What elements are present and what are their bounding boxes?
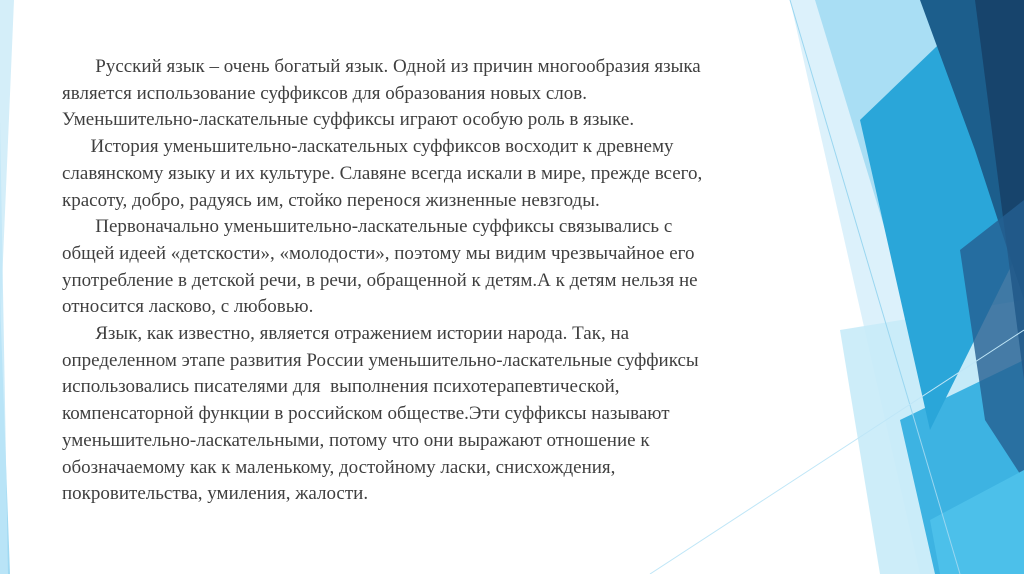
paragraph-3: Первоначально уменьшительно-ласкательные суффиксы связывались с общей идеей «детскости», «молодости», поэтому мы видим чрезвычайное его употребление в детской речи, в речи, обращенной к детям.А к детям нельзя не относится ласково, с любовью. [62, 216, 698, 318]
paragraph-4: Язык, как известно, является отражением истории народа. Так, на определенном этапе развития России уменьшительно-ласкательные суффиксы использовались писателями для выполнения психотерапевтической, компенсаторной функции в российском обществе.Эти суффиксы называют уменьшительно-ласкательными, потому что они выражают отношение к обозначаемому как к маленькому, достойному ласки, снисхождения, покровительства, умиления, жалости. [62, 323, 699, 505]
paragraph-2: История уменьшительно-ласкательных суффиксов восходит к древнему славянскому языку и их культуре. Славяне всегда искали в мире, прежде всего, красоту, добро, радуясь им, стойко перенося жизненные невзгоды. [62, 136, 703, 211]
slide-body-text [62, 54, 792, 508]
paragraph-1: Русский язык – очень богатый язык. Одной из причин многообразия языка является использование суффиксов для образования новых слов. Уменьшительно-ласкательные суффиксы играют особую роль в языке. [62, 56, 701, 131]
